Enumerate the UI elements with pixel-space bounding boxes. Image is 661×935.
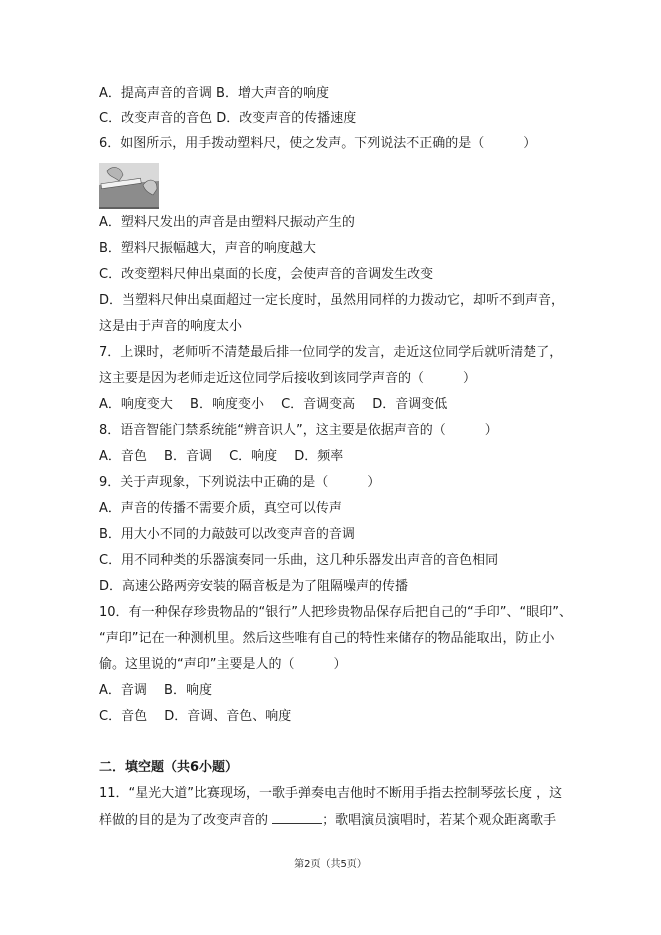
line-q7-options: A．响度变大 B．响度变小 C．音调变高 D．音调变低 — [99, 397, 448, 412]
line-q8-stem: 8．语音智能门禁系统能“辨音识人”，这主要是依据声音的（ ） — [99, 423, 498, 438]
section-heading-fill-in: 二．填空题（共6小题） — [99, 760, 239, 775]
line-q10-stem: 10．有一种保存珍贵物品的“银行”人把珍贵物品保存后把自己的“手印”、“眼印”、 — [99, 605, 572, 620]
line-q7-stem-cont: 这主要是因为老师走近这位同学后接收到该同学声音的（ ） — [99, 371, 477, 386]
page-footer: 第2页（共5页） — [294, 859, 367, 870]
q11-text-after-blank: ；歌唱演员演唱时，若某个观众距离歌手 — [322, 813, 557, 828]
line-q9-option-b: B．用大小不同的力敲鼓可以改变声音的音调 — [99, 527, 355, 542]
line-q5-options-ab: A．提高声音的音调 B．增大声音的响度 — [99, 86, 329, 101]
line-q11-stem-cont — [99, 811, 556, 830]
line-q6-option-d-cont: 这是由于声音的响度太小 — [99, 319, 243, 334]
line-q9-option-a: A．声音的传播不需要介质，真空可以传声 — [99, 501, 342, 516]
line-q10-options-ab: A．音调 B．响度 — [99, 683, 212, 698]
line-q6-option-b: B．塑料尺振幅越大，声音的响度越大 — [99, 241, 316, 256]
line-q7-stem: 7．上课时，老师听不清楚最后排一位同学的发言，走近这位同学后就听清楚了， — [99, 345, 563, 360]
line-q8-options: A．音色 B．音调 C．响度 D．频率 — [99, 449, 344, 464]
line-q10-stem-cont1: “声印”记在一种测机里。然后这些唯有自己的特性来储存的物品能取出，防止小 — [99, 631, 555, 646]
line-q6-option-a: A．塑料尺发出的声音是由塑料尺振动产生的 — [99, 215, 355, 230]
line-q9-option-c: C．用不同种类的乐器演奏同一乐曲，这几种乐器发出声音的音色相同 — [99, 553, 499, 568]
line-q6-option-c: C．改变塑料尺伸出桌面的长度，会使声音的音调发生改变 — [99, 267, 434, 282]
line-q11-stem: 11．“星光大道”比赛现场，一歌手弹奏电吉他时不断用手指去控制琴弦长度 ，这 — [99, 786, 563, 801]
line-q9-stem: 9．关于声现象，下列说法中正确的是（ ） — [99, 475, 381, 490]
line-q6-option-d: D．当塑料尺伸出桌面超过一定长度时，虽然用同样的力拨动它，却听不到声音， — [99, 293, 565, 308]
q11-text-before-blank: 样做的目的是为了改变声音的 — [99, 813, 273, 828]
ruler-plucking-figure — [99, 163, 159, 209]
answer-blank[interactable] — [272, 811, 322, 824]
line-q10-options-cd: C．音色 D．音调、音色、响度 — [99, 709, 292, 724]
line-q10-stem-cont2: 偷。这里说的“声印”主要是人的（ ） — [99, 657, 347, 672]
line-q5-options-cd: C．改变声音的音色 D．改变声音的传播速度 — [99, 111, 357, 126]
line-q9-option-d: D．高速公路两旁安装的隔音板是为了阻隔噪声的传播 — [99, 579, 409, 594]
line-q6-stem: 6．如图所示，用手拨动塑料尺，使之发声。下列说法不正确的是（ ） — [99, 136, 537, 151]
